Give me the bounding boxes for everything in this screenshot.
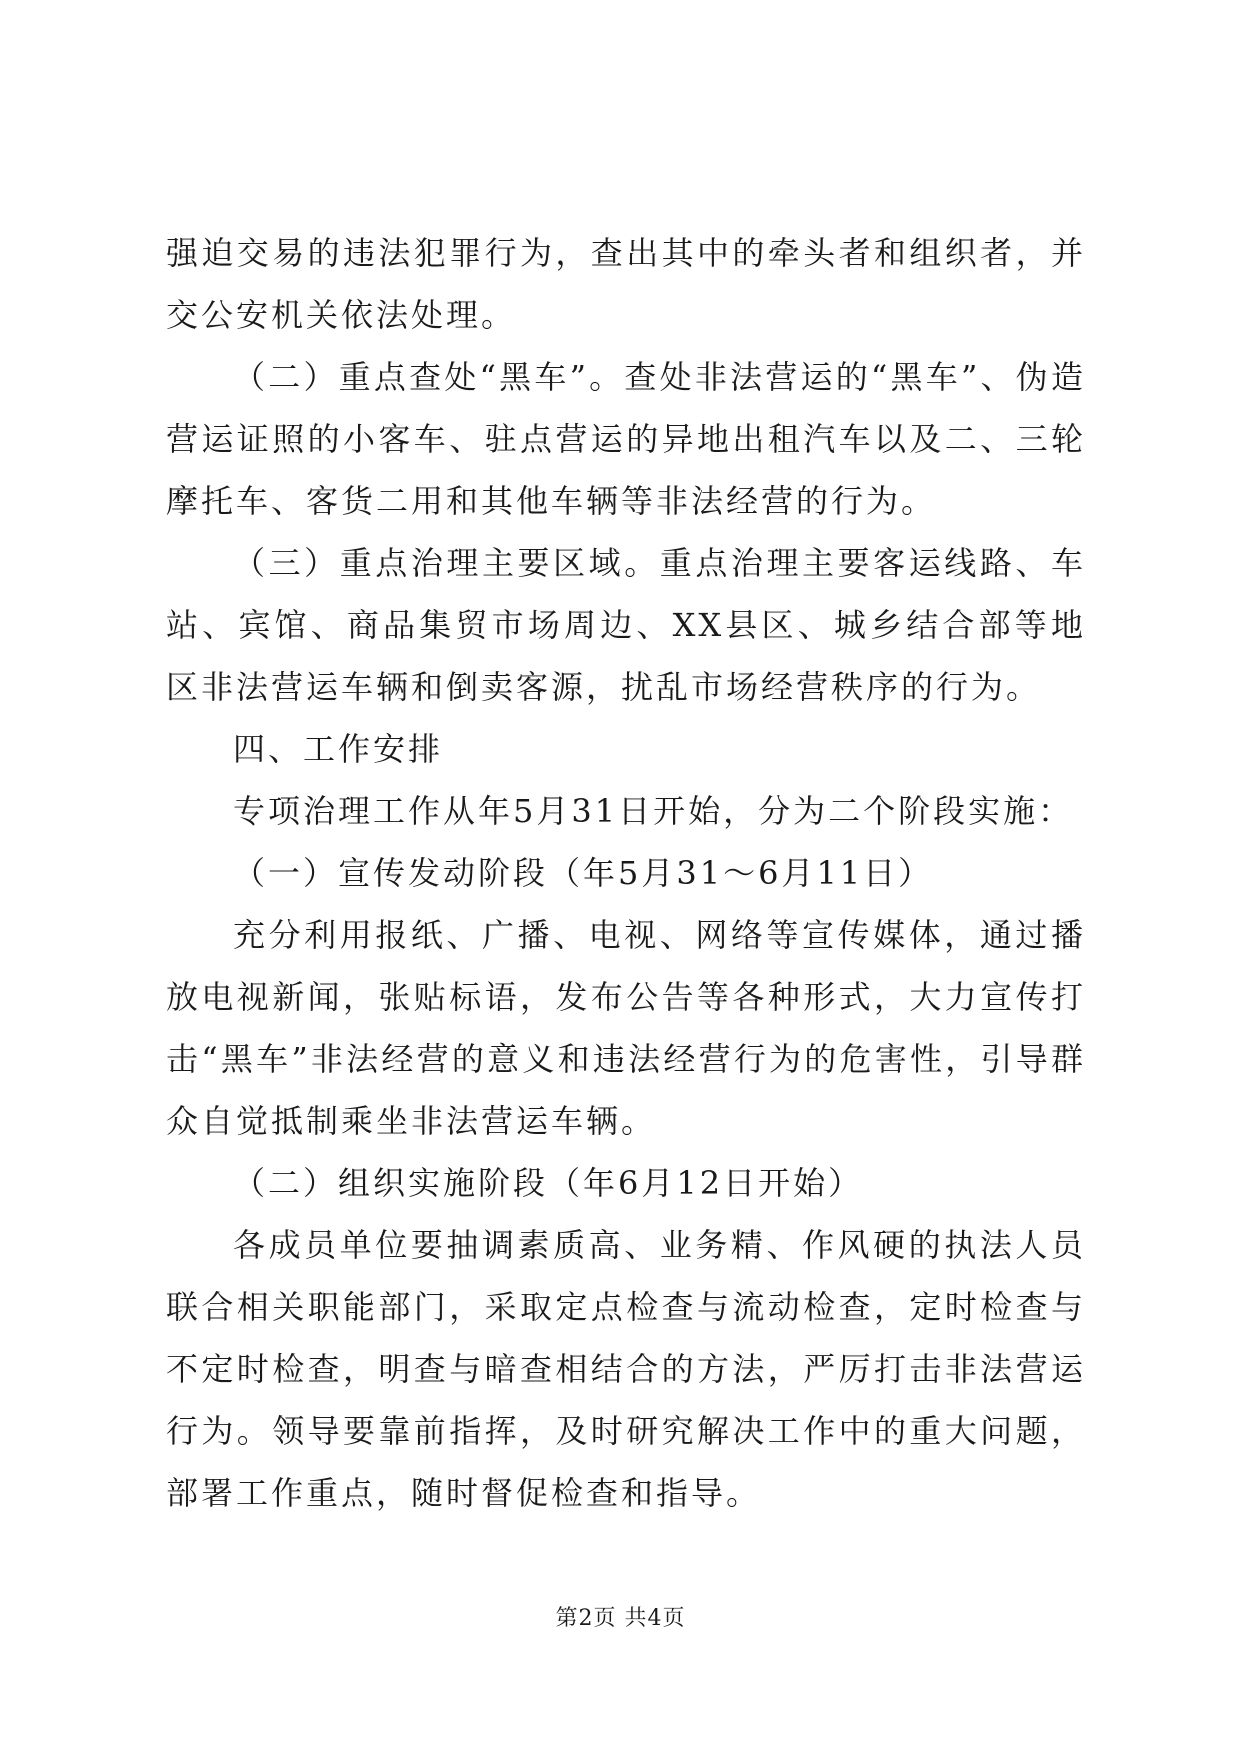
section-heading-work-arrangement: 四、工作安排 [233,730,444,768]
paragraph-continuation: 强迫交易的违法犯罪行为，查出其中的牵头者和组织者，并交公安机关依法处理。 [166,234,1086,334]
paragraph-implementation: 各成员单位要抽调素质高、业务精、作风硬的执法人员联合相关职能部门，采取定点检查与流动检查，定时检查与不定时检查，明查与暗查相结合的方法，严厉打击非法营运行为。领导要靠前指挥，及时研究解决工作中的重大问题，部署工作重点，随时督促检查和指导。 [166,1226,1086,1512]
subheading-publicity-stage: （一）宣传发动阶段（年5月31～6月11日） [233,854,934,892]
paragraph-publicity: 充分利用报纸、广播、电视、网络等宣传媒体，通过播放电视新闻，张贴标语，发布公告等各种形式，大力宣传打击“黑车”非法经营的意义和违法经营行为的危害性，引导群众自觉抵制乘坐非法营运车辆。 [166,916,1086,1140]
subheading-implementation-stage: （二）组织实施阶段（年6月12日开始） [233,1164,864,1202]
page-number-footer: 第2页 共4页 [555,1606,686,1631]
paragraph-black-cars: （二）重点查处“黑车”。查处非法营运的“黑车”、伪造营运证照的小客车、驻点营运的异地出租汽车以及二、三轮摩托车、客货二用和其他车辆等非法经营的行为。 [166,358,1086,520]
paragraph-schedule: 专项治理工作从年5月31日开始，分为二个阶段实施： [233,792,1074,830]
document-body [166,222,1086,1524]
paragraph-key-areas: （三）重点治理主要区域。重点治理主要客运线路、车站、宾馆、商品集贸市场周边、XX县区、城乡结合部等地区非法营运车辆和倒卖客源，扰乱市场经营秩序的行为。 [166,544,1086,706]
